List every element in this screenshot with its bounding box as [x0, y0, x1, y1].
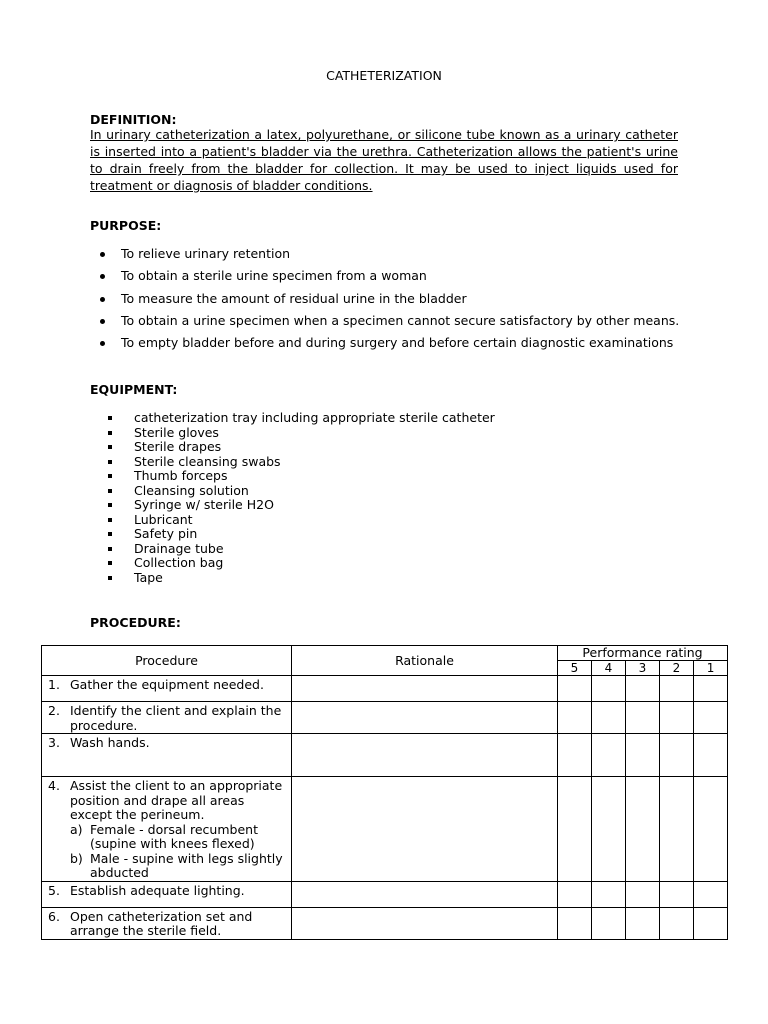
rating-cell[interactable] — [558, 676, 592, 702]
rating-cell[interactable] — [626, 676, 660, 702]
rating-cell[interactable] — [558, 734, 592, 777]
list-item: Lubricant — [105, 513, 495, 528]
list-item: Thumb forceps — [105, 469, 495, 484]
rating-cell[interactable] — [592, 702, 626, 734]
definition-heading: DEFINITION: — [90, 112, 177, 127]
rating-cell[interactable] — [660, 676, 694, 702]
list-item: Syringe w/ sterile H2O — [105, 498, 495, 513]
list-item: To relieve urinary retention — [90, 244, 710, 266]
step-text: Identify the client and explain the procedure. — [70, 703, 282, 733]
sub-step-text: Female - dorsal recumbent (supine with knees flexed) — [90, 821, 258, 851]
step-number: 3. — [48, 735, 60, 750]
table-row — [42, 702, 728, 734]
definition-text: In urinary catheterization a latex, polyurethane, or silicone tube known as a urinary catheter is inserted into a patient's bladder via the urethra. Catheterization allows the patient's urine to drain freely from the bladder for collection. It may be used to inject liquids used for treatment or diagnosis of bladder conditions. — [90, 127, 678, 193]
rationale-cell[interactable] — [292, 907, 558, 939]
rating-cell[interactable] — [694, 734, 728, 777]
rating-cell[interactable] — [694, 702, 728, 734]
purpose-list — [90, 244, 710, 355]
list-item: To obtain a urine specimen when a specimen cannot secure satisfactory by other means. — [90, 311, 710, 333]
list-item: Sterile drapes — [105, 440, 495, 455]
list-item: Sterile cleansing swabs — [105, 455, 495, 470]
table-row — [42, 734, 728, 777]
list-item: Sterile gloves — [105, 426, 495, 441]
sub-step-text: Male - supine with legs slightly abducted — [90, 850, 283, 880]
list-item: To obtain a sterile urine specimen from a woman — [90, 266, 710, 288]
rating-cell[interactable] — [592, 734, 626, 777]
step-number: 2. — [48, 703, 60, 718]
list-item: Drainage tube — [105, 542, 495, 557]
rating-cell[interactable] — [694, 676, 728, 702]
rating-cell[interactable] — [626, 907, 660, 939]
procedure-table — [41, 645, 728, 940]
rating-cell[interactable] — [592, 881, 626, 907]
rating-header-2: 2 — [660, 661, 694, 676]
table-row — [42, 907, 728, 939]
document-title: CATHETERIZATION — [326, 68, 442, 83]
rationale-cell[interactable] — [292, 777, 558, 882]
list-item: Safety pin — [105, 527, 495, 542]
procedure-heading: PROCEDURE: — [90, 615, 181, 630]
rating-cell[interactable] — [694, 907, 728, 939]
rating-cell[interactable] — [592, 907, 626, 939]
rating-cell[interactable] — [660, 907, 694, 939]
list-item: Tape — [105, 571, 495, 586]
rating-cell[interactable] — [558, 702, 592, 734]
rating-header-3: 3 — [626, 661, 660, 676]
step-text: Wash hands. — [70, 735, 150, 750]
list-item: catheterization tray including appropriate sterile catheter — [105, 411, 495, 426]
step-number: 5. — [48, 882, 60, 898]
equipment-heading: EQUIPMENT: — [90, 382, 178, 397]
equipment-list — [105, 411, 495, 585]
step-number: 6. — [48, 908, 60, 924]
rating-cell[interactable] — [558, 907, 592, 939]
rating-cell[interactable] — [660, 734, 694, 777]
rating-cell[interactable] — [558, 777, 592, 882]
column-header-procedure: Procedure — [42, 646, 292, 676]
rating-cell[interactable] — [660, 777, 694, 882]
rating-cell[interactable] — [626, 777, 660, 882]
list-item: To measure the amount of residual urine in the bladder — [90, 289, 710, 311]
table-row — [42, 881, 728, 907]
sub-step-label: b) — [70, 850, 83, 866]
purpose-heading: PURPOSE: — [90, 218, 162, 233]
step-text: Gather the equipment needed. — [70, 677, 264, 692]
rating-cell[interactable] — [660, 702, 694, 734]
rating-cell[interactable] — [558, 881, 592, 907]
rating-header-1: 1 — [694, 661, 728, 676]
rationale-cell[interactable] — [292, 676, 558, 702]
rating-cell[interactable] — [592, 777, 626, 882]
rating-cell[interactable] — [694, 777, 728, 882]
sub-step-label: a) — [70, 821, 83, 837]
rationale-cell[interactable] — [292, 734, 558, 777]
step-text: Open catheterization set and arrange the sterile field. — [70, 908, 253, 938]
list-item: Collection bag — [105, 556, 495, 571]
rating-cell[interactable] — [592, 676, 626, 702]
table-row — [42, 676, 728, 702]
table-row — [42, 777, 728, 882]
step-number: 4. — [48, 778, 60, 793]
column-header-rationale: Rationale — [292, 646, 558, 676]
rating-cell[interactable] — [626, 702, 660, 734]
rationale-cell[interactable] — [292, 702, 558, 734]
rating-cell[interactable] — [694, 881, 728, 907]
rating-header-4: 4 — [592, 661, 626, 676]
step-text: Establish adequate lighting. — [70, 882, 245, 898]
step-text: Assist the client to an appropriate position and drape all areas except the perineum. — [70, 778, 283, 822]
rating-cell[interactable] — [626, 881, 660, 907]
list-item: Cleansing solution — [105, 484, 495, 499]
column-header-performance-rating: Performance rating — [558, 646, 728, 661]
rating-header-5: 5 — [558, 661, 592, 676]
rating-cell[interactable] — [660, 881, 694, 907]
rationale-cell[interactable] — [292, 881, 558, 907]
rating-cell[interactable] — [626, 734, 660, 777]
step-number: 1. — [48, 677, 60, 692]
list-item: To empty bladder before and during surgery and before certain diagnostic examinations — [90, 333, 710, 355]
